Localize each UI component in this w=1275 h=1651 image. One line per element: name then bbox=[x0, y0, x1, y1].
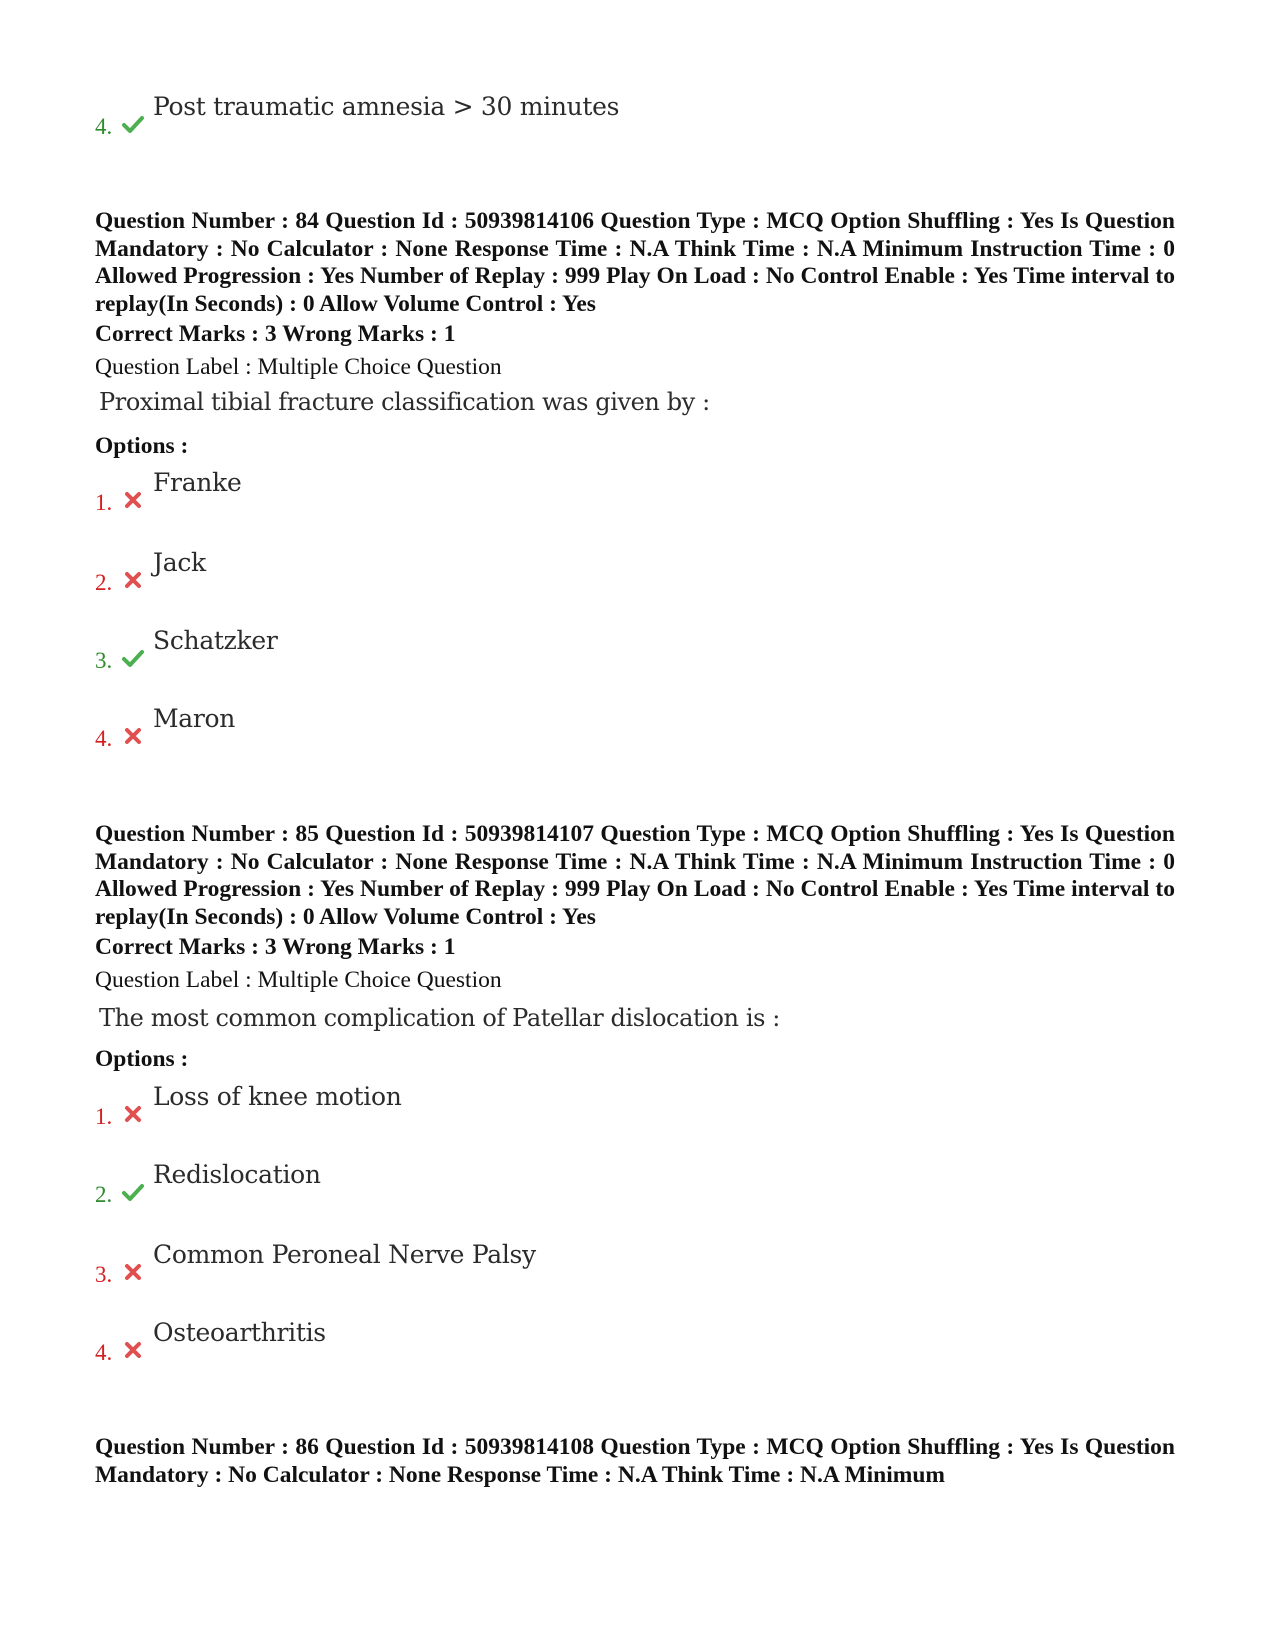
question-85-header: Question Number : 85 Question Id : 50939814107 Question Type : MCQ Option Shuffling : Yes Is Question Mandatory : No Calculator : None Response Time : N.A Think Time : N.A Minimum Instruction Time : 0 Allowed Progression : Yes Number of Replay : 999 Play On Load : No Control Enable : Yes Time interval to replay(In Seconds) : 0 Allow Volume Control : Yes bbox=[95, 821, 1175, 930]
option-number: 3. bbox=[95, 1262, 113, 1287]
question-86-header: Question Number : 86 Question Id : 50939814108 Question Type : MCQ Option Shuffling : Yes Is Question Mandatory : No Calculator : None Response Time : N.A Think Time : N.A Minimum bbox=[95, 1434, 1175, 1488]
check-mark-icon bbox=[121, 112, 145, 136]
question-85-text: The most common complication of Patellar dislocation is : bbox=[99, 1004, 780, 1032]
q84-option-1 bbox=[95, 468, 995, 528]
prev-option-4 bbox=[95, 92, 995, 152]
option-text: Maron bbox=[153, 704, 236, 733]
option-number: 2. bbox=[95, 1182, 113, 1207]
option-number: 3. bbox=[95, 648, 113, 673]
cross-mark-icon bbox=[121, 1260, 145, 1284]
question-84-options-label: Options : bbox=[95, 433, 189, 459]
option-number: 4. bbox=[95, 1340, 113, 1365]
question-84-marks: Correct Marks : 3 Wrong Marks : 1 bbox=[95, 321, 456, 347]
question-85-options-label: Options : bbox=[95, 1046, 189, 1072]
q85-option-1 bbox=[95, 1082, 995, 1142]
option-number: 1. bbox=[95, 1104, 113, 1129]
q85-option-4 bbox=[95, 1318, 995, 1378]
option-text: Jack bbox=[153, 548, 206, 577]
q84-option-4 bbox=[95, 704, 995, 764]
option-number: 4. bbox=[95, 114, 113, 139]
option-number: 2. bbox=[95, 570, 113, 595]
question-85-label: Question Label : Multiple Choice Question bbox=[95, 967, 502, 993]
option-text: Schatzker bbox=[153, 626, 278, 655]
option-text: Common Peroneal Nerve Palsy bbox=[153, 1240, 536, 1269]
cross-mark-icon bbox=[121, 488, 145, 512]
question-84-text: Proximal tibial fracture classification was given by : bbox=[99, 388, 710, 416]
check-mark-icon bbox=[121, 1180, 145, 1204]
cross-mark-icon bbox=[121, 568, 145, 592]
check-mark-icon bbox=[121, 646, 145, 670]
option-text: Post traumatic amnesia > 30 minutes bbox=[153, 92, 620, 121]
q84-option-2 bbox=[95, 548, 995, 608]
cross-mark-icon bbox=[121, 724, 145, 748]
question-85-marks: Correct Marks : 3 Wrong Marks : 1 bbox=[95, 934, 456, 960]
option-number: 1. bbox=[95, 490, 113, 515]
q85-option-2 bbox=[95, 1160, 995, 1220]
question-84-label: Question Label : Multiple Choice Question bbox=[95, 354, 502, 380]
cross-mark-icon bbox=[121, 1102, 145, 1126]
option-number: 4. bbox=[95, 726, 113, 751]
option-text: Osteoarthritis bbox=[153, 1318, 326, 1347]
cross-mark-icon bbox=[121, 1338, 145, 1362]
q84-option-3 bbox=[95, 626, 995, 686]
question-84-header: Question Number : 84 Question Id : 50939814106 Question Type : MCQ Option Shuffling : Yes Is Question Mandatory : No Calculator : None Response Time : N.A Think Time : N.A Minimum Instruction Time : 0 Allowed Progression : Yes Number of Replay : 999 Play On Load : No Control Enable : Yes Time interval to replay(In Seconds) : 0 Allow Volume Control : Yes bbox=[95, 208, 1175, 317]
option-text: Redislocation bbox=[153, 1160, 321, 1189]
option-text: Franke bbox=[153, 468, 242, 497]
q85-option-3 bbox=[95, 1240, 995, 1300]
option-text: Loss of knee motion bbox=[153, 1082, 402, 1111]
